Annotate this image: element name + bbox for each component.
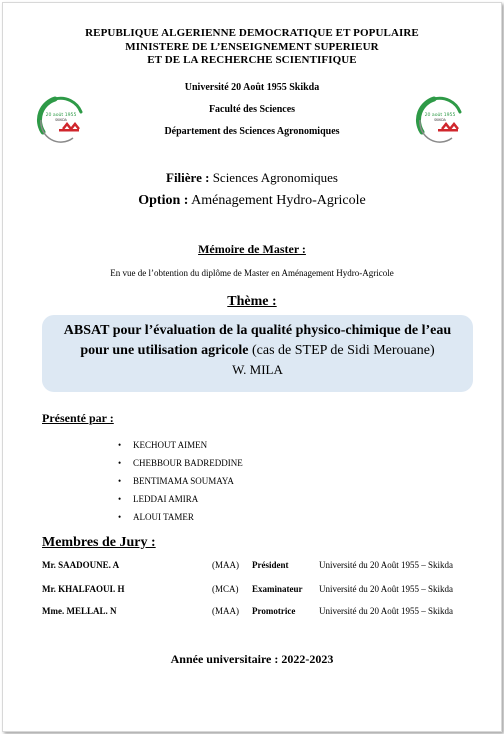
jury-university: Université du 20 Août 1955 – Skikda [319, 560, 453, 570]
list-item: • CHEBBOUR BADREDDINE [118, 455, 243, 473]
theme-label: Thème : [227, 294, 277, 309]
list-item: • LEDDAI AMIRA [118, 491, 243, 509]
list-item: • BENTIMAMA SOUMAYA [118, 473, 243, 491]
jury-grade: (MAA) [212, 606, 239, 616]
jury-grade: (MAA) [212, 560, 239, 570]
presented-by-label: Présenté par : [42, 411, 114, 425]
filiere-line [0, 170, 504, 186]
theme-title-line2 [42, 341, 473, 361]
option-label: Option : [138, 193, 189, 208]
jury-name: Mr. SAADOUNE. A [42, 560, 120, 570]
university-logo-left [33, 90, 89, 146]
ministry-line: MINISTERE DE L’ENSEIGNEMENT SUPERIEUR [125, 40, 379, 53]
memoire-subtitle: En vue de l’obtention du diplôme de Master en Aménagement Hydro-Agricole [110, 268, 394, 278]
logo-text-2: SKIKDA [55, 118, 67, 122]
republic-line: REPUBLIQUE ALGERIENNE DEMOCRATIQUE ET POPULAIRE [85, 27, 419, 39]
jury-role: Président [252, 560, 289, 570]
faculty-name: Faculté des Sciences [208, 104, 296, 115]
jury-label: Membres de Jury : [42, 535, 156, 550]
option-line [0, 193, 504, 209]
theme-line2-bold: pour une utilisation agricole [80, 343, 249, 358]
student-list [118, 437, 243, 527]
jury-role: Promotrice [252, 606, 296, 616]
jury-university: Université du 20 Août 1955 – Skikda [319, 584, 453, 594]
jury-name: Mr. KHALFAOUI. H [42, 584, 125, 594]
filiere-value: Sciences Agronomiques [212, 170, 338, 185]
filiere-label: Filière : [166, 170, 210, 185]
list-item: • ALOUI TAMER [118, 509, 243, 527]
logo-text-1: 20 août 1955 [424, 113, 456, 118]
logo-text-1: 20 août 1955 [45, 113, 77, 118]
theme-line2-rest: (cas de STEP de Sidi Merouane) [248, 343, 435, 358]
jury-role: Examinateur [252, 584, 303, 594]
jury-university: Université du 20 Août 1955 – Skikda [319, 606, 453, 616]
memoire-title: Mémoire de Master : [198, 242, 306, 256]
university-logo-right [412, 90, 468, 146]
theme-title-line1: ABSAT pour l’évaluation de la qualité physico-chimique de l’eau [63, 323, 452, 338]
university-name: Université 20 Août 1955 Skikda [184, 82, 320, 93]
theme-title-line3: W. MILA [232, 362, 283, 377]
option-value: Aménagement Hydro-Agricole [191, 193, 366, 208]
research-line: ET DE LA RECHERCHE SCIENTIFIQUE [147, 54, 357, 66]
department-name: Département des Sciences Agronomiques [164, 126, 340, 137]
jury-row [0, 558, 504, 572]
theme-box [42, 315, 473, 392]
jury-row [0, 604, 504, 618]
jury-grade: (MCA) [212, 584, 239, 594]
header-block [0, 27, 504, 68]
jury-name: Mme. MELLAL. N [42, 606, 117, 616]
jury-row [0, 582, 504, 596]
academic-year: Année universitaire : 2022-2023 [170, 652, 334, 666]
logo-text-2: SKIKDA [434, 118, 446, 122]
list-item: • KECHOUT AIMEN [118, 437, 243, 455]
